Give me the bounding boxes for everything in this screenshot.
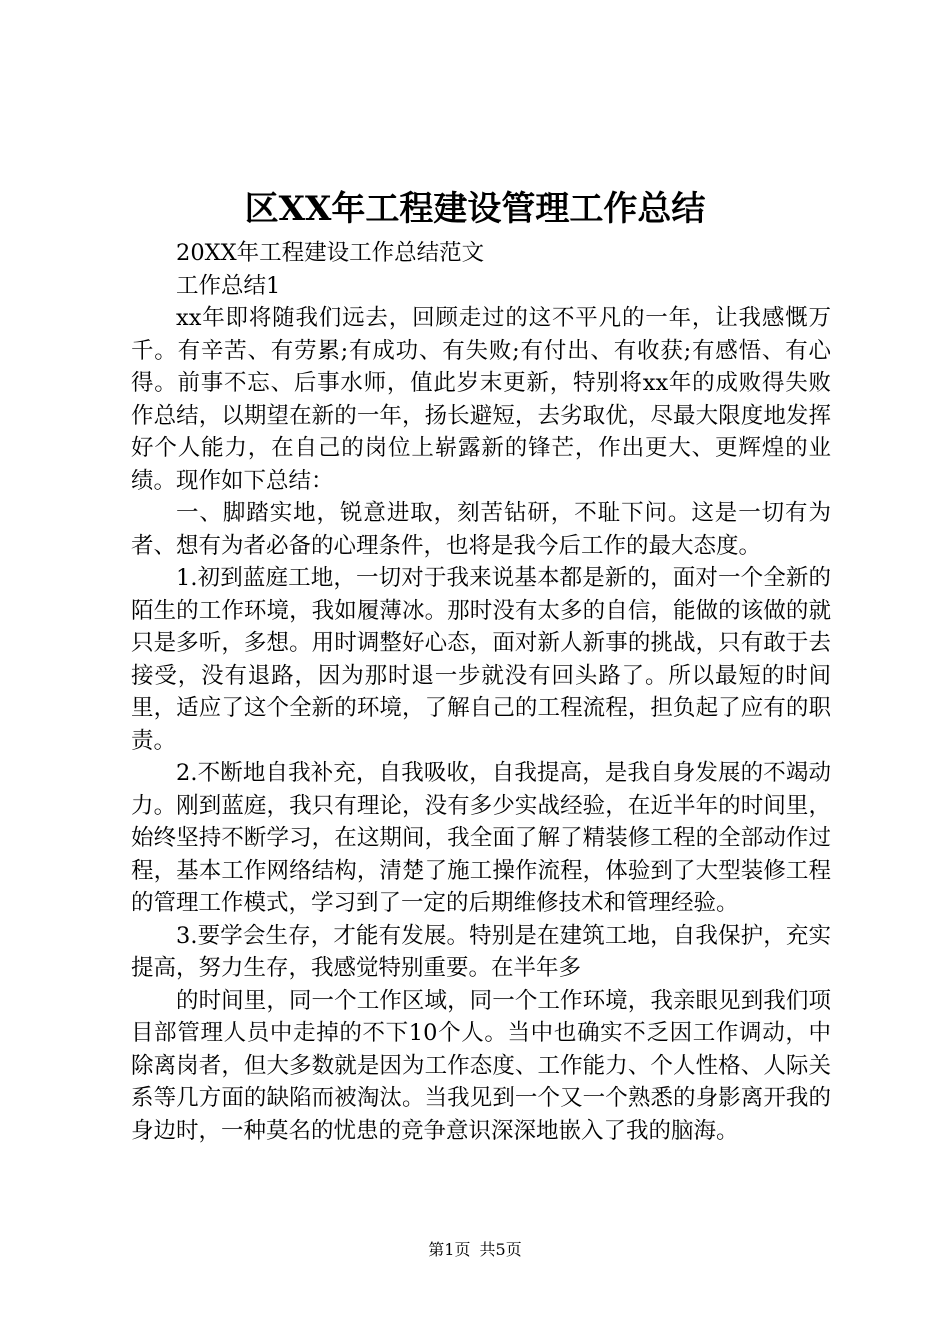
page-total: 共5页 (479, 1240, 522, 1259)
paragraph: 的时间里，同一个工作区域，同一个工作环境，我亲眼见到我们项目部管理人员中走掉的不下10个人。当中也确实不乏因工作调动，中除离岗者，但大多数就是因为工作态度、工作能力、个人性格、人际关系等几方面的缺陷而被淘汰。当我见到一个又一个熟悉的身影离开我的身边时，一种莫名的忧患的竞争意识深深地嵌入了我的脑海。 (131, 987, 831, 1144)
paragraph: 2.不断地自我补充，自我吸收，自我提高，是我自身发展的不竭动力。刚到蓝庭，我只有理论，没有多少实战经验，在近半年的时间里，始终坚持不断学习，在这期间，我全面了解了精装修工程的全部动作过程，基本工作网络结构，清楚了施工操作流程，体验到了大型装修工程的管理工作模式，学习到了一定的后期维修技术和管理经验。 (131, 760, 831, 916)
paragraph: 一、脚踏实地，锐意进取，刻苦钻研，不耻下问。这是一切有为者、想有为者必备的心理条件，也将是我今后工作的最大态度。 (131, 500, 831, 559)
document-body (131, 237, 831, 1147)
page-number: 第1页 (428, 1240, 471, 1259)
paragraph: 1.初到蓝庭工地，一切对于我来说基本都是新的，面对一个全新的陌生的工作环境，我如履薄冰。那时没有太多的自信，能做的该做的就只是多听，多想。用时调整好心态，面对新人新事的挑战，只有敢于去接受，没有退路，因为那时退一步就没有回头路了。所以最短的时间里，适应了这个全新的环境，了解自己的工程流程，担负起了应有的职责。 (131, 565, 831, 754)
paragraph-subtitle: 20XX年工程建设工作总结范文 (176, 240, 485, 266)
paragraph: xx年即将随我们远去，回顾走过的这不平凡的一年，让我感慨万千。有辛苦、有劳累;有成功、有失败;有付出、有收获;有感悟、有心得。前事不忘、后事水师，值此岁末更新，特别将xx年的成败得失败作总结，以期望在新的一年，扬长避短，去劣取优，尽最大限度地发挥好个人能力，在自己的岗位上崭露新的锋芒，作出更大、更辉煌的业绩。现作如下总结： (131, 305, 831, 494)
page-footer (0, 1238, 950, 1262)
paragraph-section-label: 工作总结1 (176, 272, 281, 299)
paragraph: 3.要学会生存，才能有发展。特别是在建筑工地，自我保护，充实提高，努力生存，我感觉特别重要。在半年多 (131, 922, 831, 981)
document-title: 区XX年工程建设管理工作总结 (244, 189, 706, 229)
